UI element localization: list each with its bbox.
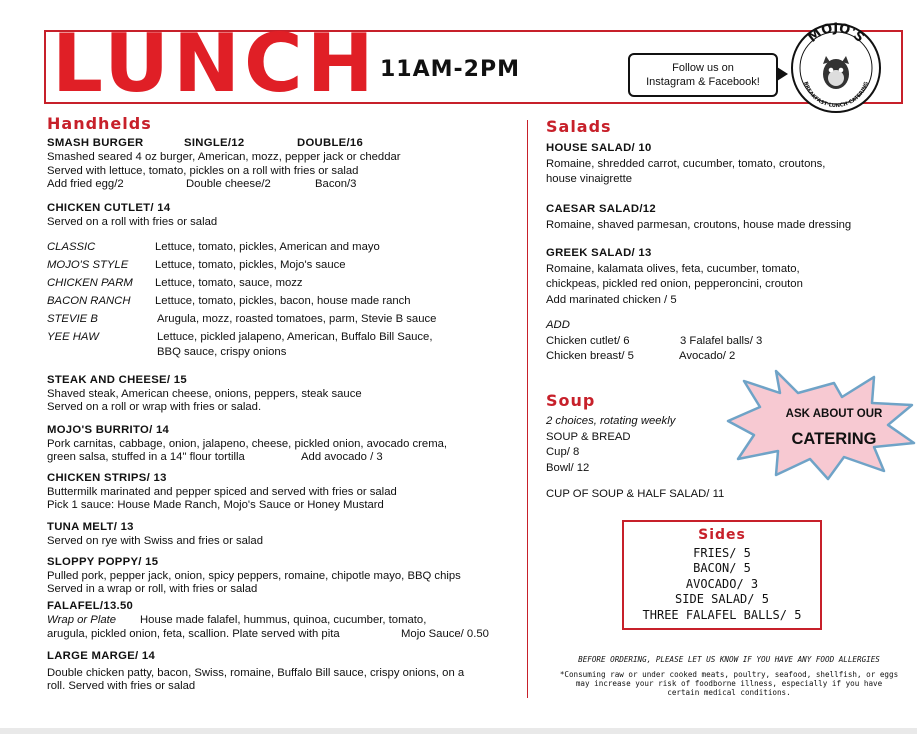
steak-cheese-desc-2: Served on a roll or wrap with fries or salad.	[47, 401, 262, 413]
soup-block	[546, 414, 675, 476]
caesar-salad-name: CAESAR SALAD/12	[546, 203, 656, 215]
greek-salad-desc-3: Add marinated chicken / 5	[546, 293, 677, 306]
tuna-melt-item	[47, 521, 263, 548]
style-desc: Lettuce, tomato, pickles, American and mayo	[155, 241, 380, 253]
tuna-melt-desc: Served on rye with Swiss and fries or salad	[47, 534, 263, 547]
burrito-item	[47, 424, 447, 465]
style-name: MOJO'S STYLE	[47, 259, 129, 271]
salads-heading: Salads	[546, 117, 612, 136]
consumer-warning-3: certain medical conditions.	[667, 688, 791, 697]
smash-burger-double: DOUBLE/16	[297, 137, 364, 149]
style-desc-2: BBQ sauce, crispy onions	[157, 346, 287, 358]
greek-salad-name: GREEK SALAD/ 13	[546, 247, 652, 259]
side-item: AVOCADO/ 3	[685, 576, 759, 591]
chicken-strips-desc-2: Pick 1 sauce: House Made Ranch, Mojo's Sauce or Honey Mustard	[47, 499, 384, 511]
large-marge-item	[47, 650, 464, 694]
food-safety-notice	[544, 655, 914, 697]
catering-line-2: CATERING	[791, 430, 877, 448]
chicken-strips-item	[47, 472, 397, 513]
add-chicken-cutlet: Chicken cutlet/ 6	[546, 334, 630, 347]
add-avocado: Avocado/ 2	[679, 349, 736, 362]
style-desc: Lettuce, tomato, pickles, bacon, house made ranch	[155, 295, 411, 307]
falafel-item	[47, 600, 489, 642]
add-label: ADD	[546, 319, 570, 331]
caesar-salad-item	[546, 202, 851, 233]
style-desc: Lettuce, tomato, pickles, Mojo's sauce	[155, 259, 346, 271]
page-title: LUNCH	[52, 17, 378, 110]
side-item: BACON/ 5	[693, 561, 751, 575]
burrito-desc-2: green salsa, stuffed in a 14" flour tortilla	[47, 451, 245, 463]
allergy-notice: BEFORE ORDERING, PLEASE LET US KNOW IF YOU HAVE ANY FOOD ALLERGIES	[578, 655, 880, 664]
large-marge-name: LARGE MARGE/ 14	[47, 650, 156, 662]
burrito-name: MOJO'S BURRITO/ 14	[47, 424, 170, 436]
logo-subtext: BREAKFAST·LUNCH·CATERING	[802, 81, 870, 110]
logo-text: MOJO'S	[805, 22, 867, 46]
sloppy-poppy-desc-1: Pulled pork, pepper jack, onion, spicy peppers, romaine, chipotle mayo, BBQ chips	[47, 569, 461, 582]
soup-heading: Soup	[546, 391, 596, 410]
falafel-desc-1: House made falafel, hummus, quinoa, cucumber, tomato,	[140, 613, 427, 626]
smash-addon-egg: Add fried egg/2	[47, 178, 124, 190]
steak-cheese-desc-1: Shaved steak, American cheese, onions, peppers, steak sauce	[47, 387, 362, 400]
social-line-2: Instagram & Facebook!	[646, 76, 760, 88]
falafel-desc-2: arugula, pickled onion, feta, scallion. Plate served with pita	[47, 627, 340, 640]
tuna-melt-name: TUNA MELT/ 13	[47, 521, 134, 533]
soup-bowl: Bowl/ 12	[546, 461, 590, 474]
greek-salad-desc-2: chickpeas, pickled red onion, pepperoncini, crouton	[546, 278, 803, 290]
mojos-logo	[790, 22, 882, 114]
side-item: SIDE SALAD/ 5	[675, 592, 769, 606]
falafel-name: FALAFEL/13.50	[47, 600, 134, 612]
large-marge-desc-1: Double chicken patty, bacon, Swiss, romaine, Buffalo Bill sauce, crispy onions, on a	[47, 666, 465, 679]
handhelds-heading: Handhelds	[47, 114, 152, 133]
greek-salad-desc-1: Romaine, kalamata olives, feta, cucumber, tomato,	[546, 262, 800, 275]
house-salad-item	[546, 141, 825, 188]
soup-bread: SOUP & BREAD	[546, 430, 631, 443]
falafel-style: Wrap or Plate	[47, 613, 117, 626]
greek-salad-item	[546, 246, 803, 308]
style-name: STEVIE B	[47, 313, 98, 325]
catering-burst	[724, 363, 917, 483]
column-divider	[527, 120, 528, 698]
soup-cup: Cup/ 8	[546, 446, 580, 458]
smash-addon-bacon: Bacon/3	[315, 178, 357, 190]
hours-label: 11AM-2PM	[380, 57, 520, 82]
add-chicken-breast: Chicken breast/ 5	[546, 349, 634, 362]
steak-cheese-item	[47, 374, 362, 415]
large-marge-desc-2: roll. Served with fries or salad	[47, 680, 196, 692]
style-desc: Arugula, mozz, roasted tomatoes, parm, Stevie B sauce	[157, 313, 437, 325]
salad-add-ons	[546, 318, 763, 364]
catering-line-1: ASK ABOUT OUR	[785, 408, 883, 420]
style-desc: Lettuce, pickled jalapeno, American, Buffalo Bill Sauce,	[157, 331, 433, 343]
sloppy-poppy-item	[47, 556, 461, 597]
smash-burger-desc-2: Served with lettuce, tomato, pickles on a roll with fries or salad	[47, 164, 359, 177]
sloppy-poppy-name: SLOPPY POPPY/ 15	[47, 556, 159, 568]
side-item: THREE FALAFEL BALLS/ 5	[642, 607, 802, 622]
smash-burger-name: SMASH BURGER	[47, 137, 144, 149]
side-item: FRIES/ 5	[693, 545, 751, 560]
chicken-cutlet-name: CHICKEN CUTLET/ 14	[47, 202, 171, 214]
style-name: CHICKEN PARM	[47, 277, 133, 289]
steak-cheese-name: STEAK AND CHEESE/ 15	[47, 374, 187, 386]
style-name: CLASSIC	[47, 241, 96, 253]
consumer-warning-1: *Consuming raw or under cooked meats, poultry, seafood, shellfish, or eggs	[559, 670, 899, 679]
caesar-salad-desc: Romaine, shaved parmesan, croutons, house made dressing	[546, 218, 852, 231]
style-desc: Lettuce, tomato, sauce, mozz	[155, 277, 303, 289]
smash-burger-item	[47, 137, 401, 192]
house-salad-desc-2: house vinaigrette	[546, 173, 633, 185]
style-name: BACON RANCH	[47, 295, 131, 307]
social-callout	[628, 53, 778, 97]
chicken-strips-name: CHICKEN STRIPS/ 13	[47, 472, 167, 484]
smash-addon-cheese: Double cheese/2	[186, 178, 271, 190]
chicken-strips-desc-1: Buttermilk marinated and pepper spiced and served with fries or salad	[47, 485, 397, 498]
style-name: YEE HAW	[47, 331, 99, 343]
sides-box	[622, 520, 822, 630]
soup-note: 2 choices, rotating weekly	[546, 415, 676, 427]
smash-burger-single: SINGLE/12	[184, 137, 245, 149]
smash-burger-desc-1: Smashed seared 4 oz burger, American, mozz, pepper jack or cheddar	[47, 151, 401, 163]
chicken-cutlet-item	[47, 202, 217, 229]
soup-half-salad: CUP OF SOUP & HALF SALAD/ 11	[546, 488, 725, 500]
chicken-cutlet-desc: Served on a roll with fries or salad	[47, 215, 218, 228]
burrito-addon: Add avocado / 3	[301, 451, 383, 463]
social-line-1: Follow us on	[672, 62, 734, 74]
sloppy-poppy-desc-2: Served in a wrap or roll, with fries or salad	[47, 583, 258, 595]
falafel-addon: Mojo Sauce/ 0.50	[401, 627, 489, 640]
house-salad-name: HOUSE SALAD/ 10	[546, 142, 652, 154]
sides-heading: Sides	[698, 527, 746, 543]
house-salad-desc-1: Romaine, shredded carrot, cucumber, tomato, croutons,	[546, 157, 826, 170]
burrito-desc-1: Pork carnitas, cabbage, onion, jalapeno, cheese, pickled onion, avocado crema,	[47, 437, 448, 450]
add-falafel-balls: 3 Falafel balls/ 3	[680, 334, 763, 347]
consumer-warning-2: may increase your risk of foodborne illness, especially if you have	[575, 679, 883, 688]
